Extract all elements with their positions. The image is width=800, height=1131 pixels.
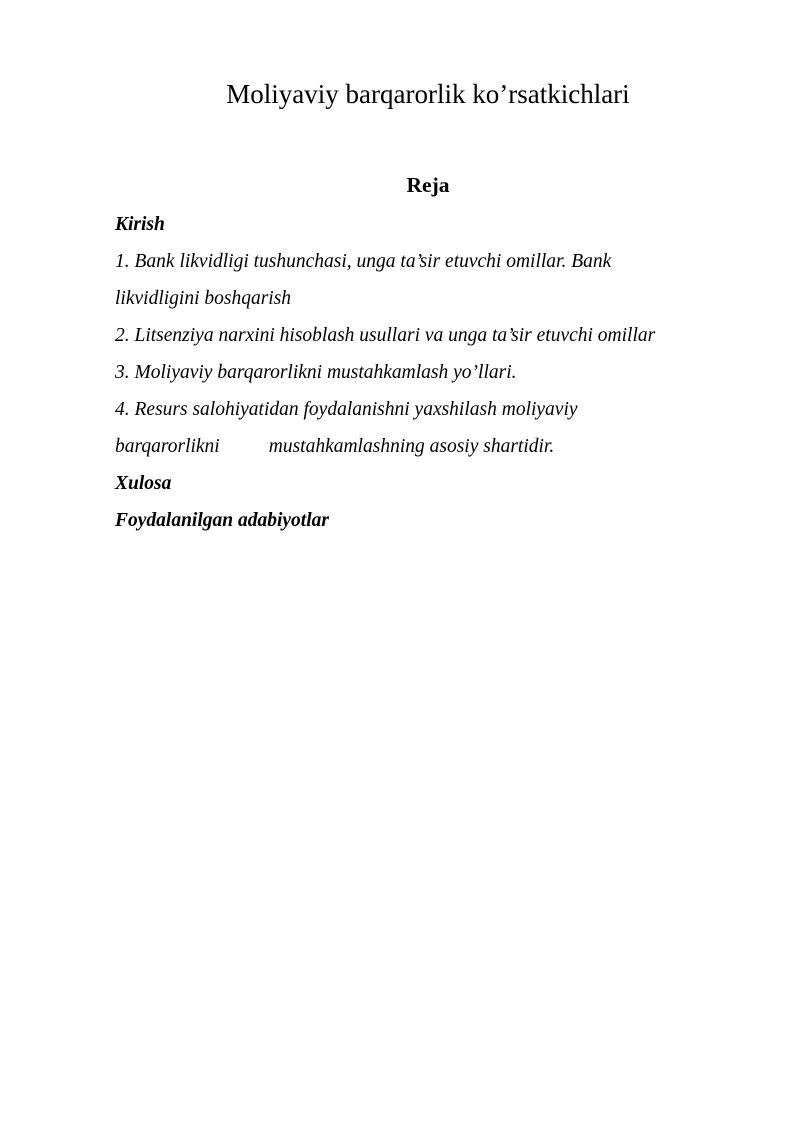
toc-item-3: 3. Moliyaviy barqarorlikni mustahkamlash yo’llari. [115, 362, 517, 383]
toc-references: Foydalanilgan adabiyotlar [115, 510, 329, 531]
toc-item-4-line-2-part-a: barqarorlikni [115, 436, 220, 457]
toc-item-1-line-1: 1. Bank likvidligi tushunchasi, unga ta’sir etuvchi omillar. Bank [115, 251, 612, 272]
document-title: Moliyaviy barqarorlik ko’rsatkichlari [226, 79, 630, 109]
table-of-contents [115, 206, 755, 539]
toc-intro: Kirish [115, 214, 165, 235]
toc-item-1-line-2: likvidligini boshqarish [115, 288, 292, 309]
toc-conclusion: Xulosa [115, 473, 172, 494]
toc-item-4-line-2-part-b: mustahkamlashning asosiy shartidir. [268, 436, 555, 457]
toc-item-4-line-2 [115, 428, 755, 465]
plan-heading: Reja [406, 173, 450, 197]
toc-item-2: 2. Litsenziya narxini hisoblash usullari va unga ta’sir etuvchi omillar [115, 325, 656, 346]
toc-item-4-line-1: 4. Resurs salohiyatidan foydalanishni yaxshilash moliyaviy [115, 399, 578, 420]
